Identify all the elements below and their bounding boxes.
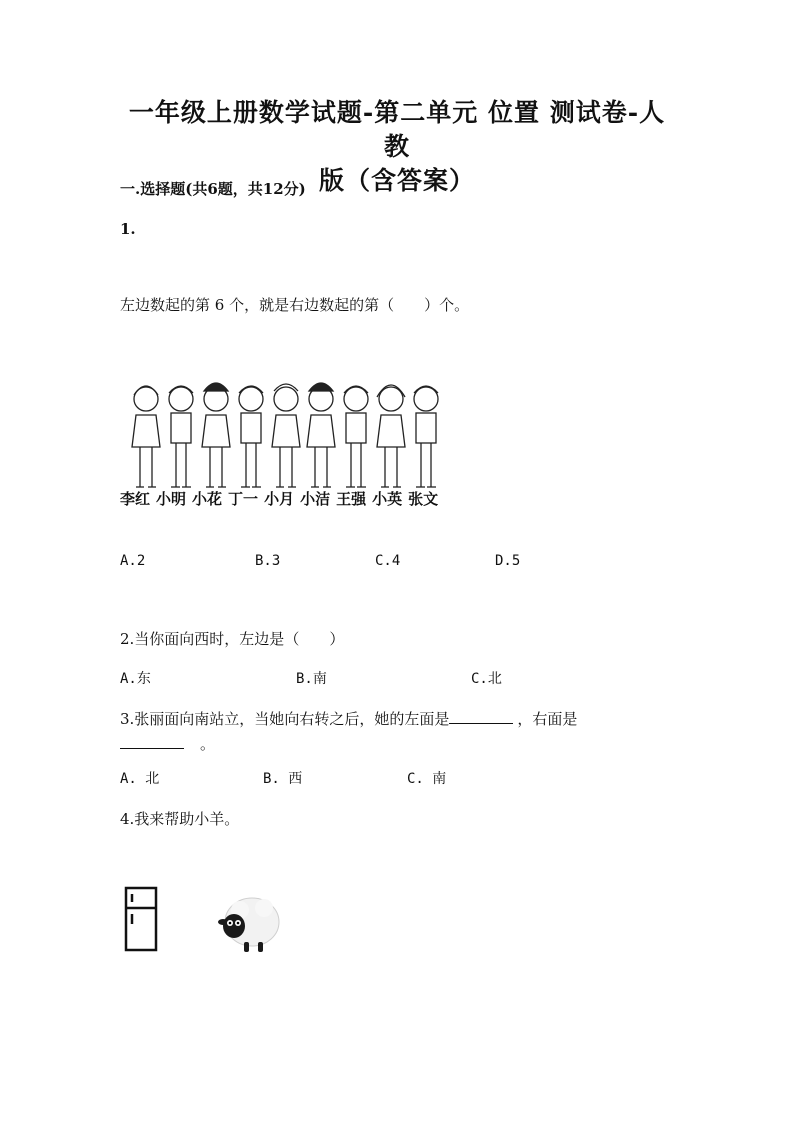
child-figure — [414, 386, 438, 487]
title-line-2: 版（含答案） — [318, 166, 475, 195]
child-name: 小英 — [372, 490, 403, 508]
q3-option-b[interactable]: B. 西 — [263, 771, 303, 787]
sheep-icon — [214, 890, 282, 958]
q2-option-a[interactable]: A.东 — [120, 671, 151, 687]
q3-option-a[interactable]: A. 北 — [120, 771, 160, 787]
child-name: 王强 — [336, 490, 367, 508]
answer-blank[interactable] — [449, 709, 513, 724]
child-figure — [132, 386, 160, 487]
child-figure — [239, 386, 263, 487]
child-name: 丁一 — [228, 490, 259, 508]
child-name: 小月 — [264, 490, 295, 508]
q3-text-part2: ，右面是 — [517, 710, 578, 728]
children-names — [120, 488, 460, 509]
answer-blank[interactable] — [120, 734, 184, 749]
section-heading: 一.选择题(共6题，共12分) — [120, 180, 306, 198]
child-name: 小花 — [192, 490, 223, 508]
q4-text: 4.我来帮助小羊。 — [120, 810, 240, 828]
q1-option-b[interactable]: B.3 — [255, 553, 281, 569]
q1-number: 1. — [120, 220, 136, 238]
title-line-1: 一年级上册数学试题-第二单元 位置 测试卷-人教 — [128, 98, 666, 161]
child-name: 张文 — [408, 490, 439, 508]
child-name: 李红 — [120, 490, 151, 508]
q1-text: 左边数起的第 6 个，就是右边数起的第（ ）个。 — [120, 296, 470, 314]
q1-option-d[interactable]: D.5 — [495, 553, 521, 569]
fridge-icon — [124, 886, 158, 952]
q2-option-b[interactable]: B.南 — [296, 671, 327, 687]
child-name: 小洁 — [300, 490, 331, 508]
child-figure — [169, 386, 193, 487]
child-figure — [307, 383, 335, 487]
q2-text: 2.当你面向西时，左边是（ ） — [120, 630, 345, 648]
q2-option-c[interactable]: C.北 — [471, 671, 502, 687]
q3-text-line1 — [120, 708, 577, 729]
q1-option-a[interactable]: A.2 — [120, 553, 146, 569]
q3-text-part3: 。 — [200, 735, 216, 753]
child-figure — [202, 383, 230, 487]
child-figure — [344, 386, 368, 487]
q3-text-line2 — [120, 733, 215, 754]
q3-text-part1: 3.张丽面向南站立，当她向右转之后，她的左面是 — [120, 710, 450, 728]
child-figure — [377, 385, 405, 487]
child-name: 小明 — [156, 490, 187, 508]
q3-option-c[interactable]: C. 南 — [407, 771, 447, 787]
child-figure — [272, 384, 300, 487]
q1-option-c[interactable]: C.4 — [375, 553, 401, 569]
